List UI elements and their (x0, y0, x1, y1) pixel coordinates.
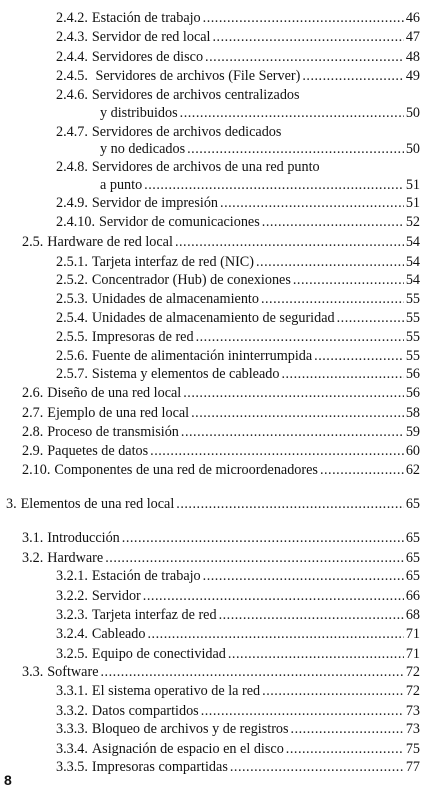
toc-entry-number: 3.3.1. (56, 683, 88, 699)
toc-entry-page: 65 (405, 530, 420, 546)
toc-entry-page: 65 (405, 550, 420, 566)
toc-entry-page: 49 (405, 68, 420, 84)
toc-entry (56, 67, 420, 85)
toc-entry (56, 702, 420, 720)
toc-entry-number: 2.8. (22, 424, 44, 440)
toc-entry-number: 2.5.2. (56, 272, 88, 288)
dot-leader (293, 271, 404, 289)
toc-entry-page: 54 (405, 254, 420, 270)
toc-entry-title: Equipo de conectividad (91, 646, 226, 662)
toc-entry-page: 48 (405, 49, 420, 65)
toc-entry-title: Servidores de archivos de una red punto (91, 159, 320, 175)
toc-entry-title: Impresoras de red (91, 329, 194, 345)
toc-entry-title: Estación de trabajo (91, 568, 201, 584)
toc-entry-number: 2.5.3. (56, 291, 88, 307)
dot-leader (143, 587, 404, 605)
dot-leader (281, 365, 403, 383)
toc-entry-title: Componentes de una red de microordenadores (54, 462, 318, 478)
dot-leader (183, 384, 404, 402)
toc-entry-number: 3.3. (22, 664, 44, 680)
toc-entry (56, 158, 420, 176)
toc-entry-title: El sistema operativo de la red (91, 683, 261, 699)
dot-leader (286, 740, 404, 758)
dot-leader (230, 758, 404, 776)
dot-leader (314, 347, 404, 365)
toc-entry-page: 56 (405, 385, 420, 401)
dot-leader (291, 720, 404, 738)
dot-leader (201, 702, 404, 720)
toc-entry-page: 65 (405, 568, 420, 584)
toc-entry-number: 2.5.7. (56, 366, 88, 382)
toc-entry (22, 384, 420, 402)
dot-leader (181, 423, 404, 441)
toc-entry-title: a punto (100, 177, 143, 193)
toc-entry-title: Hardware (47, 550, 104, 566)
toc-entry-title: Sistema y elementos de cableado (91, 366, 280, 382)
toc-entry-number: 2.5.6. (56, 348, 88, 364)
toc-entry-page: 72 (405, 664, 420, 680)
dot-leader (187, 140, 404, 158)
toc-entry-page: 72 (405, 683, 420, 699)
toc-entry (100, 140, 420, 158)
toc-entry-page: 54 (405, 272, 420, 288)
toc-entry-title: Servidor de red local (91, 29, 211, 45)
toc-entry-number: 2.4.6. (56, 87, 88, 103)
toc-entry (56, 347, 420, 365)
toc-entry-title: Hardware de red local (47, 234, 173, 250)
dot-leader (176, 495, 404, 513)
toc-entry-number: 3.2.1. (56, 568, 88, 584)
toc-entry-page: 60 (405, 443, 420, 459)
dot-leader (180, 104, 404, 122)
toc-entry-title: Servidor de comunicaciones (99, 214, 260, 230)
dot-leader (148, 625, 404, 643)
toc-entry-page: 58 (405, 405, 420, 421)
toc-entry-number: 3.3.4. (56, 741, 88, 757)
toc-entry-number: 2.4.8. (56, 159, 88, 175)
toc-entry-title: Fuente de alimentación ininterrumpida (91, 348, 313, 364)
dot-leader (261, 290, 404, 308)
toc-entry-number: 3.2.4. (56, 626, 88, 642)
toc-entry-title: Impresoras compartidas (91, 759, 228, 775)
dot-leader (213, 28, 404, 46)
toc-entry-title: Tarjeta interfaz de red (91, 607, 217, 623)
toc-entry-title: Estación de trabajo (91, 10, 201, 26)
toc-entry-page: 50 (405, 105, 420, 121)
toc-entry-title: Unidades de almacenamiento de seguridad (91, 310, 335, 326)
toc-entry-page: 55 (405, 348, 420, 364)
toc-entry-number: 2.4.2. (56, 10, 88, 26)
dot-leader (302, 67, 403, 85)
toc-entry (56, 682, 420, 700)
toc-entry-number: 2.4.9. (56, 195, 88, 211)
toc-entry (56, 720, 420, 738)
toc-entry-page: 62 (405, 462, 420, 478)
toc-entry (22, 423, 420, 441)
toc-entry-page: 54 (405, 234, 420, 250)
toc-entry-page: 56 (405, 366, 420, 382)
dot-leader (105, 549, 404, 567)
dot-leader (175, 233, 404, 251)
dot-leader (191, 404, 404, 422)
toc-entry-page: 77 (405, 759, 420, 775)
toc-entry-title: Introducción (47, 530, 120, 546)
toc-entry-number: 2.5.5. (56, 329, 88, 345)
toc-entry-title: Concentrador (Hub) de conexiones (91, 272, 291, 288)
dot-leader (101, 663, 404, 681)
dot-leader (203, 9, 404, 27)
toc-entry-page: 73 (405, 703, 420, 719)
toc-entry (22, 529, 420, 547)
dot-leader (219, 606, 404, 624)
toc-entry-title: Unidades de almacenamiento (91, 291, 259, 307)
toc-entry (56, 740, 420, 758)
toc-entry-number: 2.5.4. (56, 310, 88, 326)
toc-entry-title: Diseño de una red local (47, 385, 182, 401)
toc-entry (22, 233, 420, 251)
toc-entry-number: 2.5. (22, 234, 44, 250)
toc-entry-page: 71 (405, 646, 420, 662)
toc-entry-number: 2.6. (22, 385, 44, 401)
toc-entry-title: Servidor (91, 588, 141, 604)
dot-leader (228, 645, 404, 663)
toc-entry (56, 606, 420, 624)
toc-entry-page: 71 (405, 626, 420, 642)
dot-leader (203, 567, 404, 585)
toc-entry (56, 587, 420, 605)
toc-entry-number: 3.1. (22, 530, 44, 546)
toc-entry (56, 123, 420, 141)
toc-entry (56, 567, 420, 585)
toc-entry (100, 104, 420, 122)
toc-entry (56, 253, 420, 271)
toc-entry-number: 2.4.4. (56, 49, 88, 65)
toc-entry (56, 48, 420, 66)
toc-entry-title: Servidores de archivos centralizados (91, 87, 300, 103)
toc-entry-title: Servidores de disco (91, 49, 204, 65)
toc-entry-number: 3.3.2. (56, 703, 88, 719)
toc-entry-title: Servidores de archivos (File Server) (91, 68, 301, 84)
dot-leader (320, 461, 404, 479)
toc-entry-title: Tarjeta interfaz de red (NIC) (91, 254, 254, 270)
toc-entry (56, 213, 420, 231)
toc-entry-page: 51 (405, 195, 420, 211)
toc-entry-number: 2.4.5. (56, 68, 88, 84)
toc-entry (56, 290, 420, 308)
toc-entry-number: 3.2.5. (56, 646, 88, 662)
toc-entry (56, 86, 420, 104)
toc-entry-page: 59 (405, 424, 420, 440)
toc-entry-title: Bloqueo de archivos y de registros (91, 721, 289, 737)
toc-entry-title: Asignación de espacio en el disco (91, 741, 284, 757)
toc-entry (56, 9, 420, 27)
toc-entry-title: y no dedicados (100, 141, 186, 157)
toc-entry-page: 55 (405, 310, 420, 326)
dot-leader (150, 442, 404, 460)
toc-entry-page: 73 (405, 721, 420, 737)
toc-entry-page: 75 (405, 741, 420, 757)
toc-entry-page: 65 (405, 496, 420, 512)
toc-entry-title: Paquetes de datos (47, 443, 149, 459)
toc-entry (22, 404, 420, 422)
toc-entry (56, 645, 420, 663)
dot-leader (220, 194, 404, 212)
toc-entry (22, 663, 420, 681)
toc-entry (56, 194, 420, 212)
toc-entry (56, 309, 420, 327)
toc-entry (22, 461, 420, 479)
toc-entry-number: 3.3.5. (56, 759, 88, 775)
toc-entry-page: 68 (405, 607, 420, 623)
toc-entry-title: Servidores de archivos dedicados (91, 124, 282, 140)
toc-entry-page: 47 (405, 29, 420, 45)
dot-leader (262, 682, 404, 700)
toc-entry-number: 3.2.2. (56, 588, 88, 604)
toc-entry (22, 549, 420, 567)
toc-entry-number: 3.3.3. (56, 721, 88, 737)
toc-entry-number: 2.7. (22, 405, 44, 421)
toc-entry-number: 2.9. (22, 443, 44, 459)
toc-entry (100, 176, 420, 194)
page-number: 8 (4, 772, 12, 788)
dot-leader (205, 48, 404, 66)
toc-entry-number: 2.4.3. (56, 29, 88, 45)
dot-leader (256, 253, 404, 271)
toc-entry-page: 51 (405, 177, 420, 193)
toc-entry (6, 495, 420, 513)
toc-entry-number: 2.4.7. (56, 124, 88, 140)
toc-entry (56, 271, 420, 289)
toc-entry (56, 365, 420, 383)
toc-entry-title: Elementos de una red local (20, 496, 175, 512)
toc-entry-title: Cableado (91, 626, 146, 642)
toc-entry-title: Datos compartidos (91, 703, 199, 719)
toc-entry-title: Software (47, 664, 99, 680)
toc-entry (56, 625, 420, 643)
toc-entry-number: 3.2. (22, 550, 44, 566)
toc-entry-page: 46 (405, 10, 420, 26)
toc-entry-number: 2.10. (22, 462, 51, 478)
toc-entry (22, 442, 420, 460)
toc-entry (56, 28, 420, 46)
toc-entry-number: 3. (6, 496, 17, 512)
toc-entry-page: 66 (405, 588, 420, 604)
dot-leader (262, 213, 404, 231)
toc-entry-title: Servidor de impresión (91, 195, 219, 211)
toc-entry-page: 50 (405, 141, 420, 157)
toc-entry-title: Ejemplo de una red local (47, 405, 190, 421)
toc-entry-number: 2.4.10. (56, 214, 96, 230)
toc-entry-page: 52 (405, 214, 420, 230)
toc-entry-page: 55 (405, 291, 420, 307)
toc-entry-title: Proceso de transmisión (47, 424, 179, 440)
toc-entry-title: y distribuidos (100, 105, 178, 121)
dot-leader (144, 176, 404, 194)
toc-entry (56, 328, 420, 346)
dot-leader (196, 328, 404, 346)
dot-leader (122, 529, 404, 547)
dot-leader (337, 309, 404, 327)
toc-entry-page: 55 (405, 329, 420, 345)
toc-entry-number: 3.2.3. (56, 607, 88, 623)
toc-entry (56, 758, 420, 776)
toc-entry-number: 2.5.1. (56, 254, 88, 270)
